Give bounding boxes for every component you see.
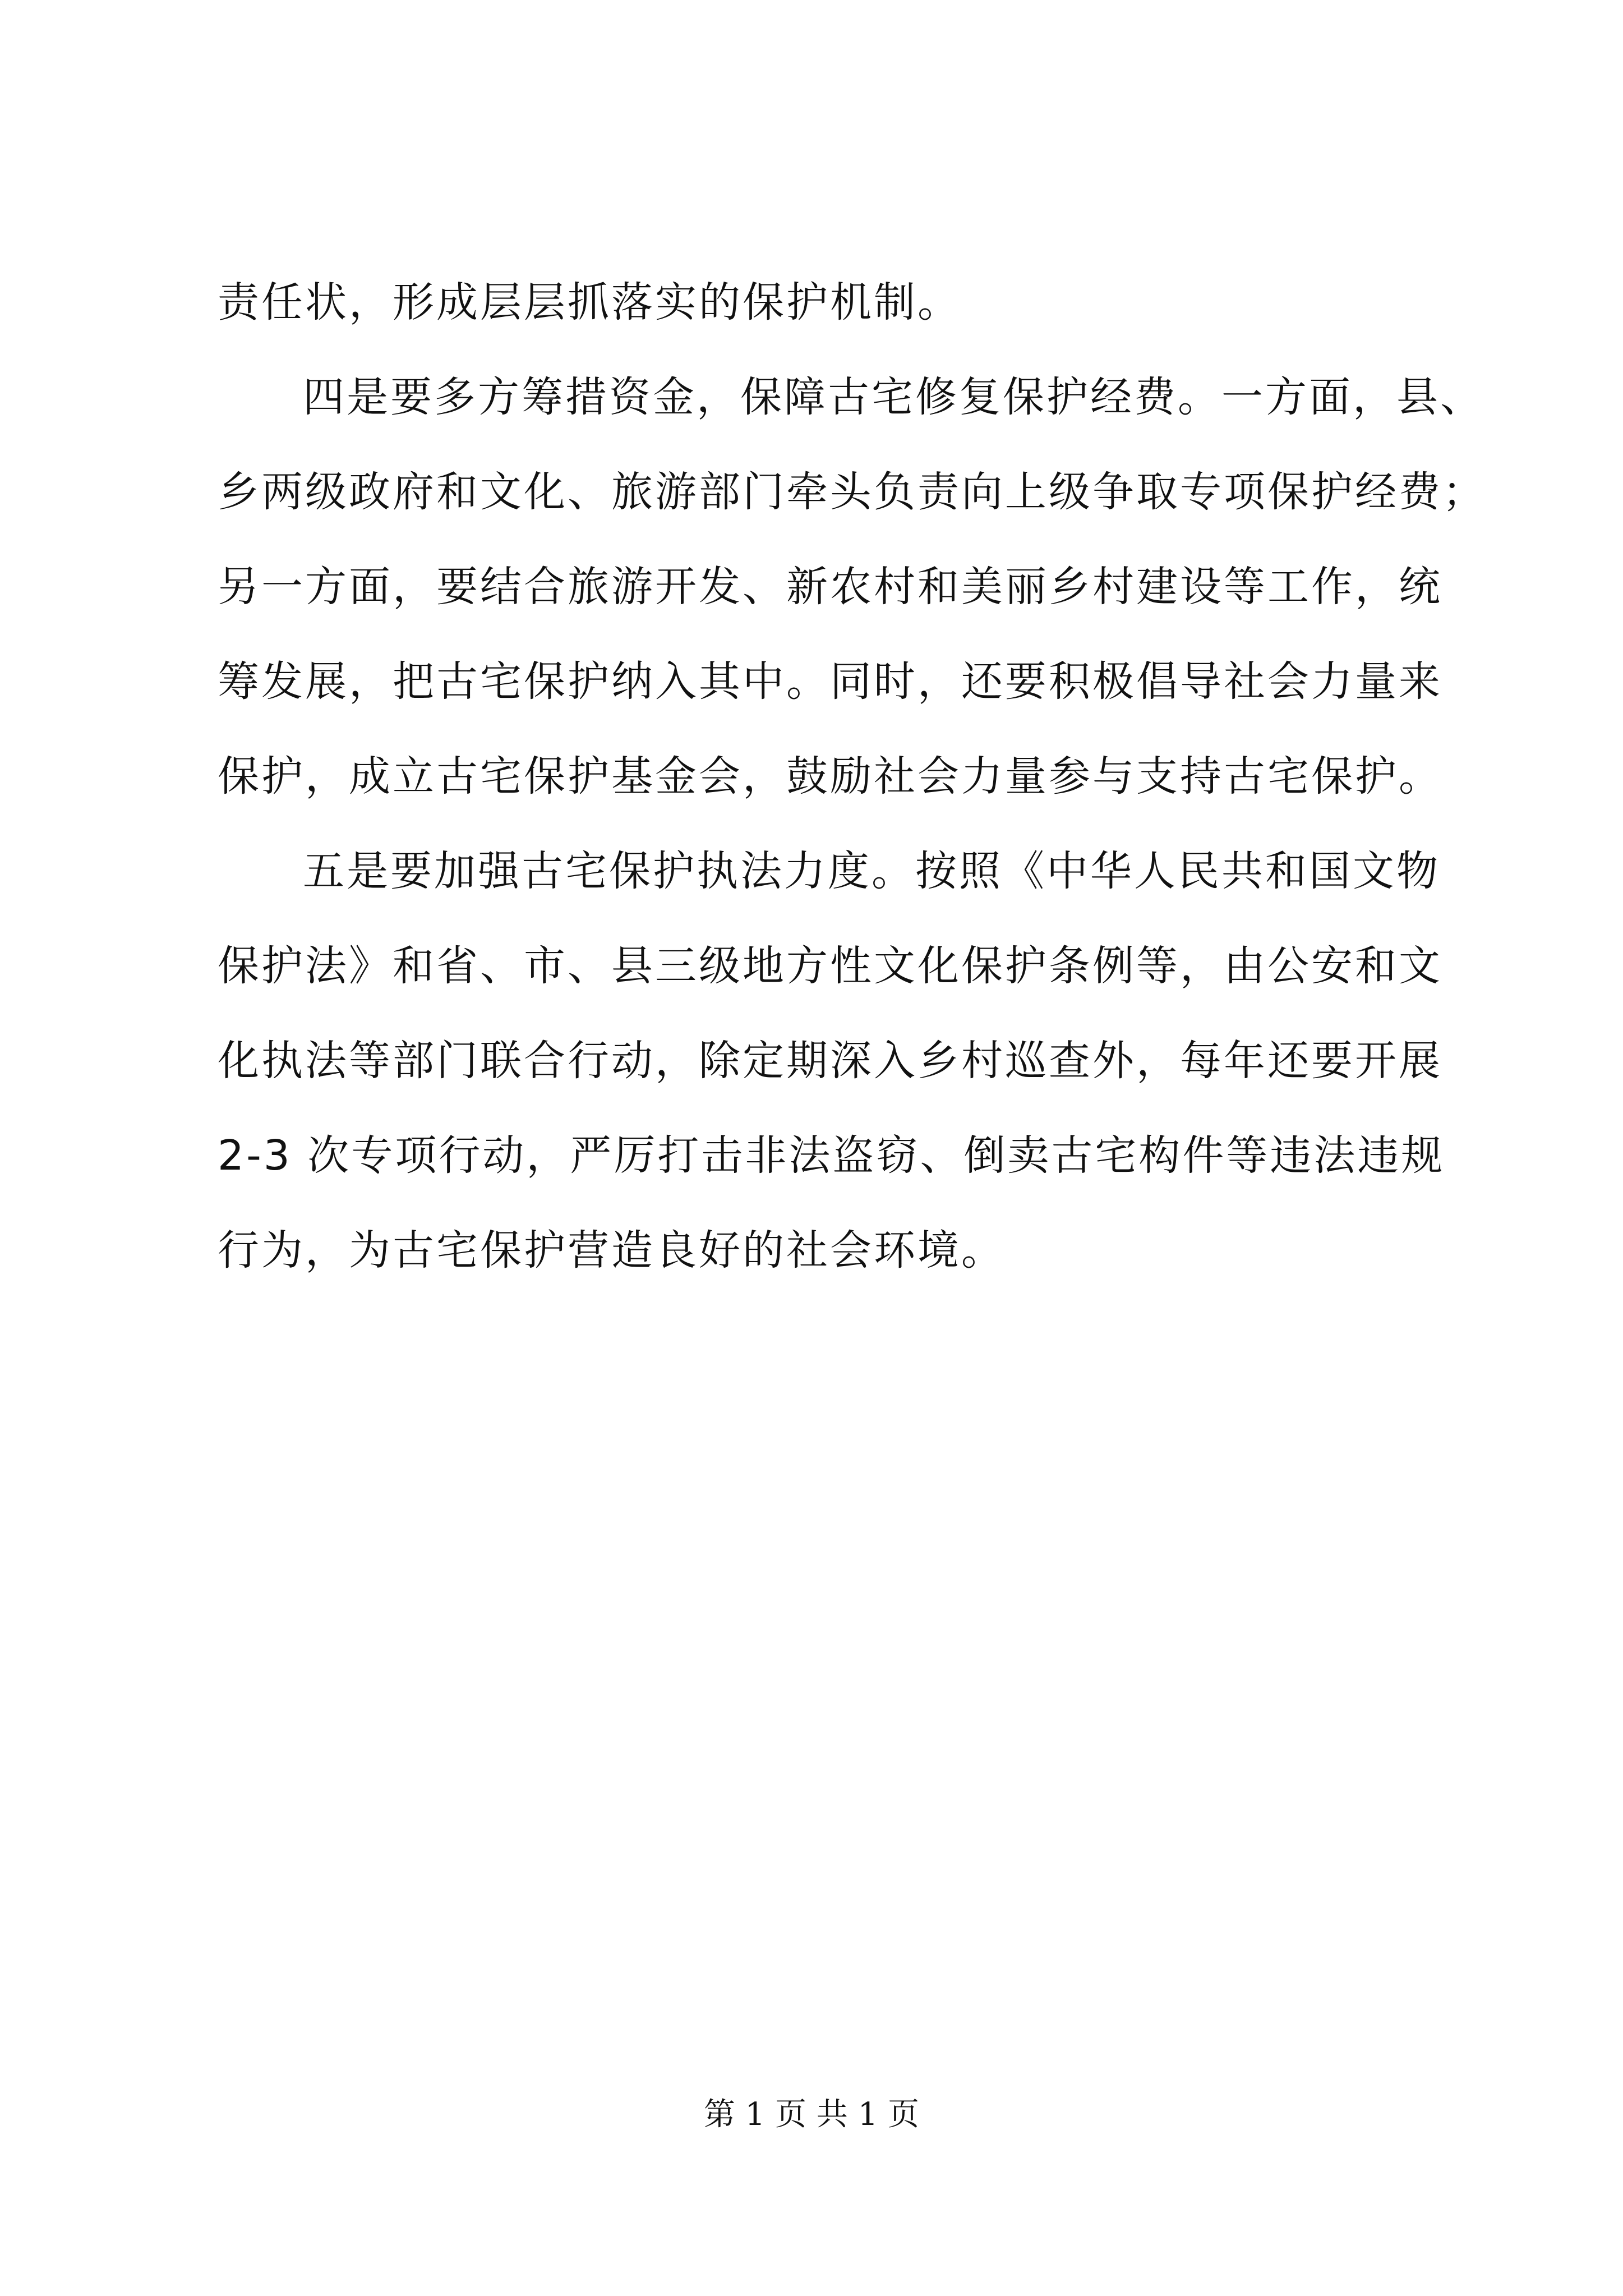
text-line: 责任状，形成层层抓落实的保护机制。 [218, 278, 961, 326]
page-footer: 第 1 页 共 1 页 [703, 2096, 920, 2133]
text-line: 乡两级政府和文化、旅游部门牵头负责向上级争取专项保护经费； [218, 468, 1486, 516]
paragraph-start-line: 四是要多方筹措资金，保障古宅修复保护经费。一方面，县、 [303, 373, 1484, 421]
paragraph-start-line: 五是要加强古宅保护执法力度。按照《中华人民共和国文物 [303, 847, 1440, 895]
text-line: 行为，为古宅保护营造良好的社会环境。 [218, 1226, 1005, 1274]
text-line: 化执法等部门联合行动，除定期深入乡村巡查外，每年还要开展 [218, 1037, 1442, 1085]
text-line: 另一方面，要结合旅游开发、新农村和美丽乡村建设等工作，统 [218, 563, 1442, 611]
text-line: 2-3 次专项行动，严厉打击非法盗窃、倒卖古宅构件等违法违规 [218, 1131, 1445, 1180]
text-line: 筹发展，把古宅保护纳入其中。同时，还要积极倡导社会力量来 [218, 657, 1442, 706]
document-body [218, 255, 1486, 1298]
text-line: 保护法》和省、市、县三级地方性文化保护条例等，由公安和文 [218, 942, 1442, 990]
text-line: 保护，成立古宅保护基金会，鼓励社会力量参与支持古宅保护。 [218, 752, 1442, 800]
